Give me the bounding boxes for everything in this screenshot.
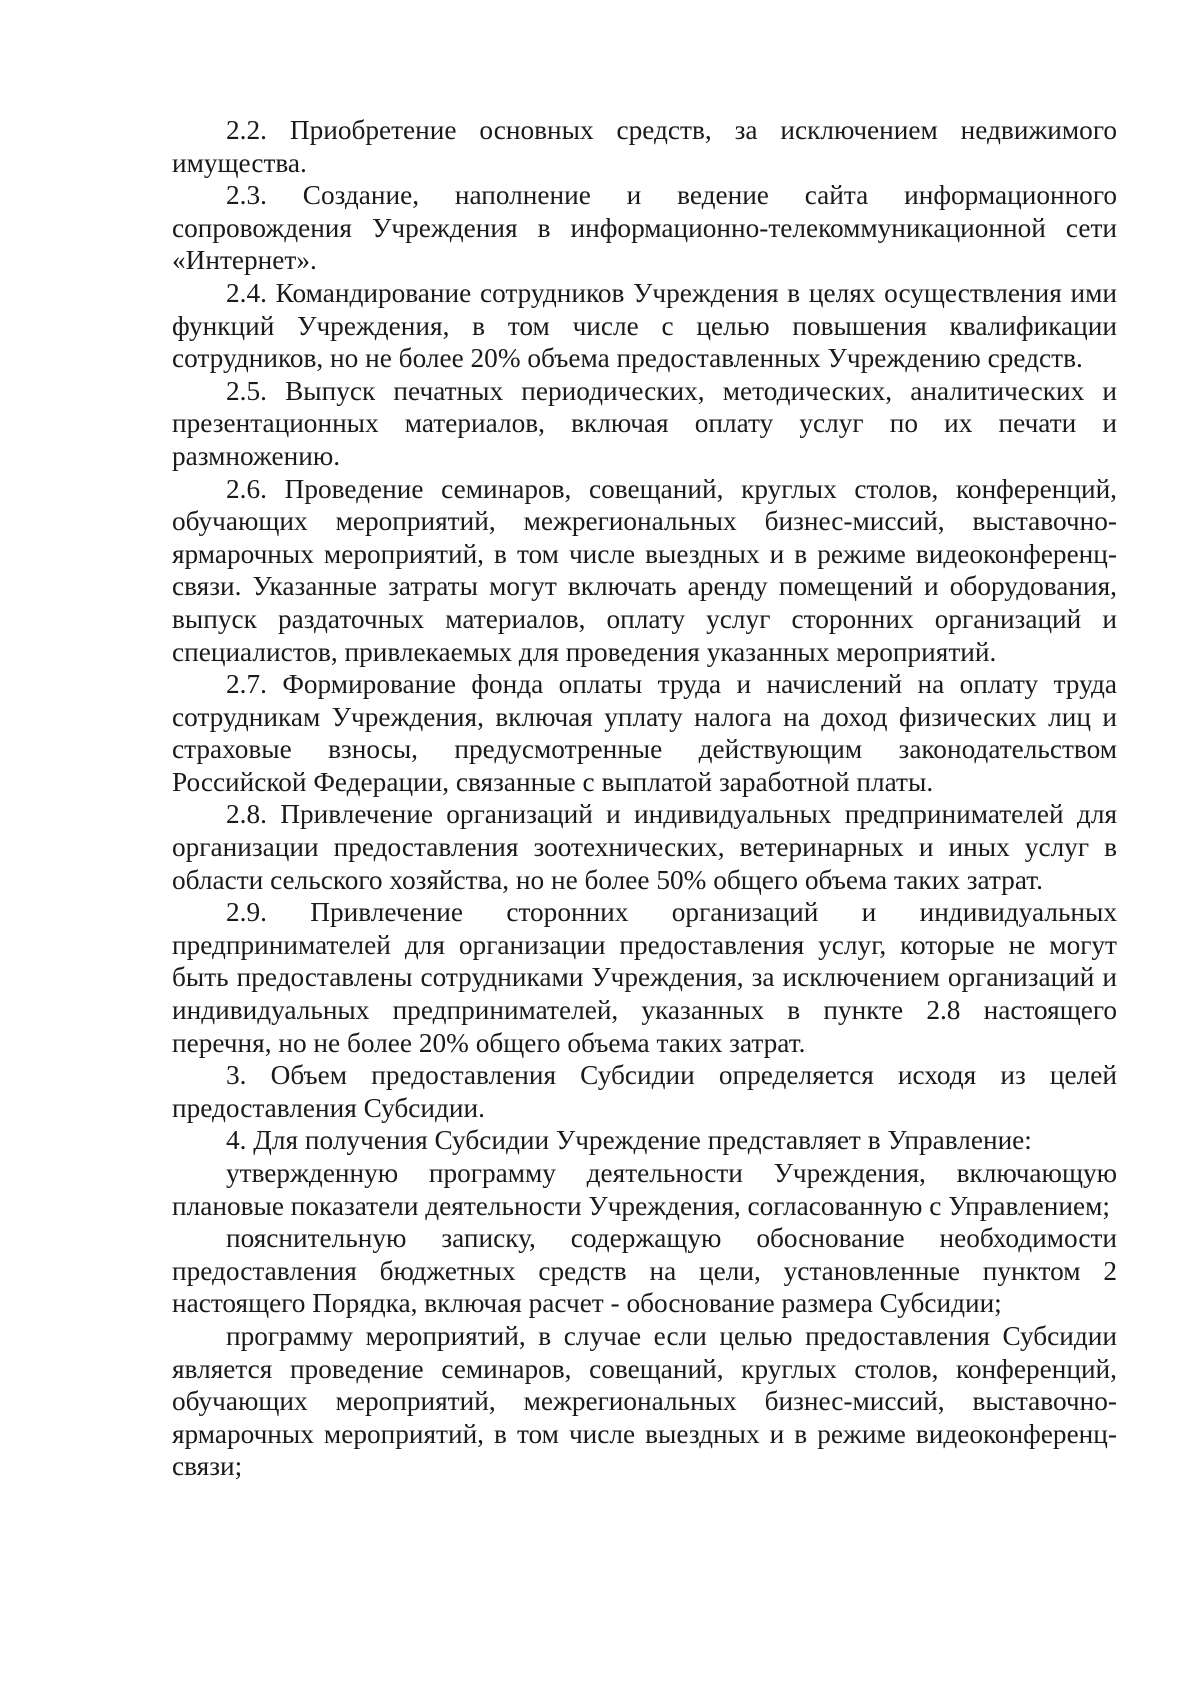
paragraph-4-item-explanatory-note: пояснительную записку, содержащую обоснование необходимости предоставления бюджетных средств на цели, установленные пунктом 2 настоящего Порядка, включая расчет - обоснование размера Субсидии; bbox=[172, 1223, 1117, 1319]
document-body bbox=[172, 114, 1117, 1483]
paragraph-2-5: 2.5. Выпуск печатных периодических, методических, аналитических и презентационных материалов, включая оплату услуг по их печати и размножению. bbox=[172, 375, 1117, 471]
paragraph-4: 4. Для получения Субсидии Учреждение представляет в Управление: bbox=[226, 1125, 1032, 1156]
paragraph-2-2: 2.2. Приобретение основных средств, за исключением недвижимого имущества. bbox=[172, 115, 1117, 178]
paragraph-2-4: 2.4. Командирование сотрудников Учреждения в целях осуществления ими функций Учреждения, в том числе с целью повышения квалификации сотрудников, но не более 20% объема предоставленных Учреждению средств. bbox=[172, 277, 1117, 374]
paragraph-4-item-program: утвержденную программу деятельности Учреждения, включающую плановые показатели деятельности Учреждения, согласованную с Управлением; bbox=[172, 1158, 1117, 1221]
paragraph-2-6: 2.6. Проведение семинаров, совещаний, круглых столов, конференций, обучающих мероприятий, межрегиональных бизнес-миссий, выставочно-ярмарочных мероприятий, в том числе выездных и в режиме видеоконференц-связи. Указанные затраты могут включать аренду помещений и оборудования, выпуск раздаточных материалов, оплату услуг сторонних организаций и специалистов, привлекаемых для проведения указанных мероприятий. bbox=[172, 473, 1117, 667]
paragraph-4-item-events-program: программу мероприятий, в случае если целью предоставления Субсидии является проведение семинаров, совещаний, круглых столов, конференций, обучающих мероприятий, межрегиональных бизнес-миссий, выставочно-ярмарочных мероприятий, в том числе выездных и в режиме видеоконференц-связи; bbox=[172, 1320, 1117, 1482]
paragraph-3: 3. Объем предоставления Субсидии определяется исходя из целей предоставления Субсидии. bbox=[172, 1060, 1117, 1123]
paragraph-2-3: 2.3. Создание, наполнение и ведение сайта информационного сопровождения Учреждения в информационно-телекоммуникационной сети «Интернет». bbox=[172, 180, 1117, 276]
paragraph-2-9: 2.9. Привлечение сторонних организаций и индивидуальных предпринимателей для организации предоставления услуг, которые не могут быть предоставлены сотрудниками Учреждения, за исключением организаций и индивидуальных предпринимателей, указанных в пункте 2.8 настоящего перечня, но не более 20% общего объема таких затрат. bbox=[172, 897, 1117, 1058]
paragraph-2-7: 2.7. Формирование фонда оплаты труда и начислений на оплату труда сотрудникам Учреждения, включая уплату налога на доход физических лиц и страховые взносы, предусмотренные действующим законодательством Российской Федерации, связанные с выплатой заработной платы. bbox=[172, 669, 1117, 797]
paragraph-2-8: 2.8. Привлечение организаций и индивидуальных предпринимателей для организации предоставления зоотехнических, ветеринарных и иных услуг в области сельского хозяйства, но не более 50% общего объема таких затрат. bbox=[172, 799, 1117, 895]
